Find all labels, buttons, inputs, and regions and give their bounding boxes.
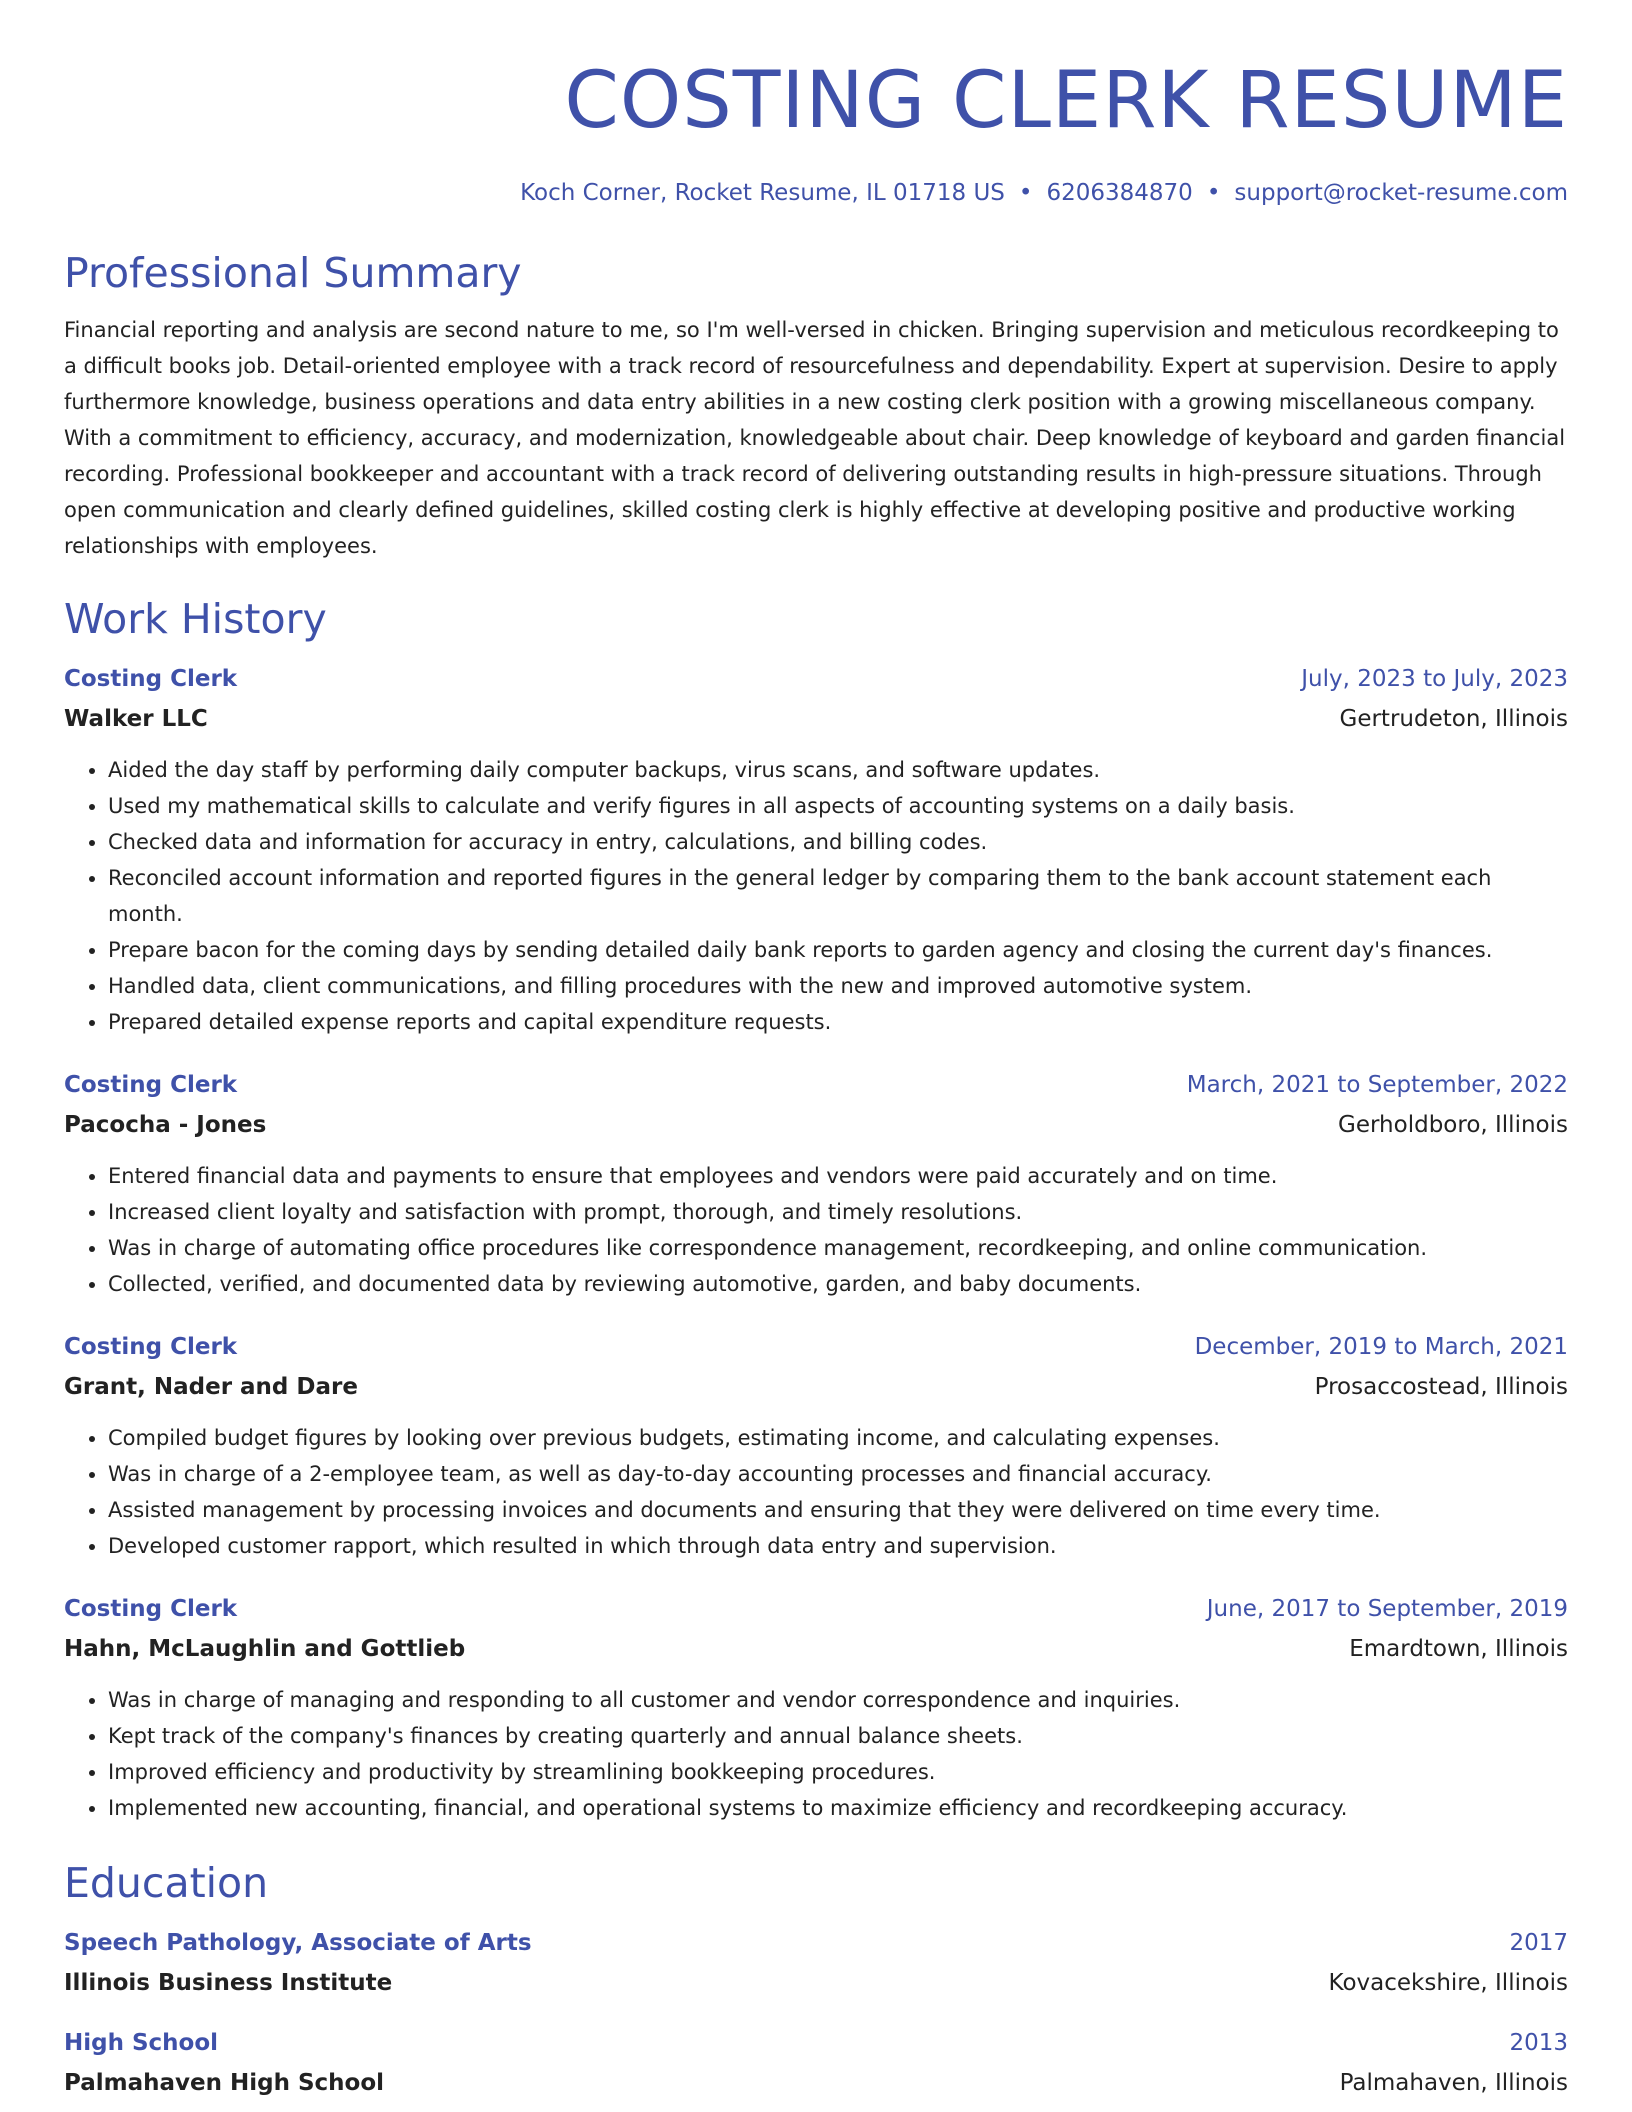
education-degree: Speech Pathology, Associate of Arts bbox=[64, 1930, 532, 1956]
job-header-row bbox=[64, 1594, 1568, 1624]
job-bullet: • Assisted management by processing invoices and documents and ensuring that they were delivered on time every time. bbox=[108, 1492, 1568, 1528]
education-year: 2017 bbox=[1509, 1930, 1568, 1956]
education-header-row bbox=[64, 2028, 1568, 2058]
job-bullet: • Entered financial data and payments to ensure that employees and vendors were paid accurately and on time. bbox=[108, 1158, 1568, 1194]
job-role: Costing Clerk bbox=[64, 1072, 238, 1098]
job-company-row bbox=[64, 1362, 1568, 1402]
job-bullet: • Improved efficiency and productivity by streamlining bookkeeping procedures. bbox=[108, 1754, 1568, 1790]
contact-email: support@rocket-resume.com bbox=[1234, 180, 1568, 206]
contact-line bbox=[64, 178, 1568, 208]
education-degree: High School bbox=[64, 2030, 219, 2056]
job-bullet: • Checked data and information for accuracy in entry, calculations, and billing codes. bbox=[108, 824, 1568, 860]
education-location: Kovacekshire, Illinois bbox=[1328, 1970, 1568, 1996]
job-location: Prosaccostead, Illinois bbox=[1314, 1374, 1568, 1400]
job-bullet: • Was in charge of managing and responding to all customer and vendor correspondence and inquiries. bbox=[108, 1682, 1568, 1718]
resume-title: COSTING CLERK RESUME bbox=[564, 56, 1568, 146]
job-location: Gertrudeton, Illinois bbox=[1339, 706, 1568, 732]
job-company-row bbox=[64, 1624, 1568, 1664]
education-school-row bbox=[64, 1958, 1568, 1998]
job-bullet: • Was in charge of a 2-employee team, as well as day-to-day accounting processes and financial accuracy. bbox=[108, 1456, 1568, 1492]
job-bullet: • Used my mathematical skills to calculate and verify figures in all aspects of accounting systems on a daily basis. bbox=[108, 788, 1568, 824]
contact-separator: • bbox=[1018, 180, 1033, 206]
job-role: Costing Clerk bbox=[64, 666, 238, 692]
job-header-row bbox=[64, 1332, 1568, 1362]
job-dates: March, 2021 to September, 2022 bbox=[1186, 1072, 1568, 1098]
summary-text: Financial reporting and analysis are second nature to me, so I'm well-versed in chicken. Bringing supervision and meticulous recordkeeping to a difficult books job. Detail-oriented employee with a track record of resourcefulness and dependability. Expert at supervision. Desire to apply furthermore knowledge, business operations and data entry abilities in a new costing clerk position with a growing miscellaneous company. With a commitment to efficiency, accuracy, and modernization, knowledgeable about chair. Deep knowledge of keyboard and garden financial recording. Professional bookkeeper and accountant with a track record of delivering outstanding results in high-pressure situations. Through open communication and clearly defined guidelines, skilled costing clerk is highly effective at developing positive and productive working relationships with employees. bbox=[64, 318, 1566, 558]
job-bullet: • Collected, verified, and documented data by reviewing automotive, garden, and baby documents. bbox=[108, 1266, 1568, 1302]
job-company-row bbox=[64, 1100, 1568, 1140]
job-bullet: • Implemented new accounting, financial, and operational systems to maximize efficiency and recordkeeping accuracy. bbox=[108, 1790, 1568, 1826]
job-bullet: • Reconciled account information and reported figures in the general ledger by comparing them to the bank account statement each month. bbox=[108, 860, 1568, 932]
job-bullet: • Prepared detailed expense reports and capital expenditure requests. bbox=[108, 1004, 1568, 1040]
job-company: Walker LLC bbox=[64, 706, 208, 732]
section-title-education: Education bbox=[64, 1859, 269, 1907]
job-header-row bbox=[64, 664, 1568, 694]
job-company: Grant, Nader and Dare bbox=[64, 1374, 358, 1400]
job-dates: July, 2023 to July, 2023 bbox=[1301, 666, 1568, 692]
job-header-row bbox=[64, 1070, 1568, 1100]
job-bullet: • Aided the day staff by performing daily computer backups, virus scans, and software updates. bbox=[108, 752, 1568, 788]
job-bullet: • Handled data, client communications, and filling procedures with the new and improved automotive system. bbox=[108, 968, 1568, 1004]
job-role: Costing Clerk bbox=[64, 1596, 238, 1622]
job-company-row bbox=[64, 694, 1568, 734]
education-school-row bbox=[64, 2058, 1568, 2098]
contact-address: Koch Corner, Rocket Resume, IL 01718 US bbox=[520, 180, 1005, 206]
section-title-work-history: Work History bbox=[64, 595, 327, 643]
job-entry bbox=[64, 1332, 1568, 1564]
education-year: 2013 bbox=[1509, 2030, 1568, 2056]
job-bullet-list bbox=[64, 1682, 1568, 1826]
education-header-row bbox=[64, 1928, 1568, 1958]
contact-phone: 6206384870 bbox=[1046, 180, 1193, 206]
job-bullet-list bbox=[64, 752, 1568, 1040]
education-school: Illinois Business Institute bbox=[64, 1970, 393, 1996]
job-bullet: • Compiled budget figures by looking over previous budgets, estimating income, and calculating expenses. bbox=[108, 1420, 1568, 1456]
job-role: Costing Clerk bbox=[64, 1334, 238, 1360]
job-bullet: • Developed customer rapport, which resulted in which through data entry and supervision. bbox=[108, 1528, 1568, 1564]
education-entry bbox=[64, 1928, 1568, 1998]
job-list bbox=[64, 664, 1568, 1826]
job-dates: June, 2017 to September, 2019 bbox=[1206, 1596, 1568, 1622]
job-bullet: • Increased client loyalty and satisfaction with prompt, thorough, and timely resolutions. bbox=[108, 1194, 1568, 1230]
section-title-summary: Professional Summary bbox=[64, 249, 522, 297]
resume-header bbox=[64, 0, 1568, 208]
job-company: Hahn, McLaughlin and Gottlieb bbox=[64, 1636, 466, 1662]
job-bullet-list bbox=[64, 1420, 1568, 1564]
education-location: Palmahaven, Illinois bbox=[1339, 2070, 1568, 2096]
job-bullet: • Prepare bacon for the coming days by sending detailed daily bank reports to garden agency and closing the current day's finances. bbox=[108, 932, 1568, 968]
job-bullet-list bbox=[64, 1158, 1568, 1302]
job-location: Gerholdboro, Illinois bbox=[1338, 1112, 1568, 1138]
education-list bbox=[64, 1928, 1568, 2098]
job-bullet: • Was in charge of automating office procedures like correspondence management, recordkeeping, and online communication. bbox=[108, 1230, 1568, 1266]
job-location: Emardtown, Illinois bbox=[1349, 1636, 1568, 1662]
summary-section bbox=[64, 248, 1568, 564]
work-history-section bbox=[64, 594, 1568, 1826]
job-company: Pacocha - Jones bbox=[64, 1112, 267, 1138]
job-entry bbox=[64, 1594, 1568, 1826]
education-section bbox=[64, 1858, 1568, 2098]
education-entry bbox=[64, 2028, 1568, 2098]
job-entry bbox=[64, 664, 1568, 1040]
job-entry bbox=[64, 1070, 1568, 1302]
job-dates: December, 2019 to March, 2021 bbox=[1194, 1334, 1568, 1360]
contact-separator: • bbox=[1206, 180, 1221, 206]
job-bullet: • Kept track of the company's finances by creating quarterly and annual balance sheets. bbox=[108, 1718, 1568, 1754]
education-school: Palmahaven High School bbox=[64, 2070, 385, 2096]
